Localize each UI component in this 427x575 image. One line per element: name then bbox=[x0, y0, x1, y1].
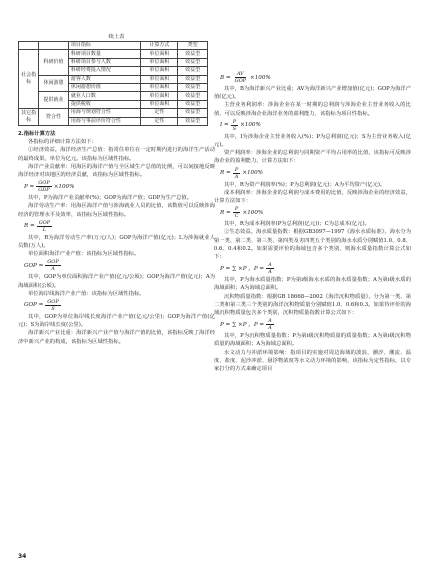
section-heading: 2.指标计算方法 bbox=[18, 130, 56, 137]
table-header-row bbox=[19, 42, 208, 50]
table-cell: 效益型 bbox=[178, 117, 208, 125]
formula-coastline-output: GOP = $\frac{\text{GOP}}{S}$ bbox=[24, 298, 59, 312]
paragraph: 其中，P为海水质量指数；P为第i级海水水质的海水质量指数；A为第i级水质的海域面积；A为海域总面积。 bbox=[214, 277, 411, 292]
page-number: 34 bbox=[18, 553, 27, 560]
table-row bbox=[19, 50, 208, 58]
formula-contribution-rate: P = $\frac{\text{GOP}}{\text{GDP}}$ ×100% bbox=[24, 180, 75, 194]
table-cell: 单位面积 bbox=[141, 50, 178, 58]
left-column bbox=[18, 0, 215, 346]
paragraph: 海洋新兴产业比重：海洋新兴产业产值与海洋产值的比值，该指标反映了海洋经济中新兴产业的构成，该指标为区域性指标。 bbox=[18, 330, 215, 345]
table-subcategory-cell: 提供就业 bbox=[39, 92, 69, 109]
paragraph: 其中，R为成本利润率(P为总利润(亿元))；C为总成本(亿元)。 bbox=[224, 221, 370, 228]
table-cell: 科研项目数量 bbox=[68, 50, 141, 58]
paragraph: 各指标的详细计算方法如下： bbox=[28, 139, 97, 146]
formula-labor-productivity: R = $\frac{\text{GOP}}{L}$ bbox=[24, 219, 51, 233]
table-category-cell: 社会指标 bbox=[19, 50, 39, 109]
paragraph: 海洋劳动生产率：用海区海洋产值与涉海就业人员的比值，该数值可以反映涉海经济的管理水平及效率，该指标为区域性指标。 bbox=[18, 203, 215, 218]
table-header-cell: 项目指标 bbox=[68, 42, 141, 50]
table-cell: 休闲游憩价值 bbox=[68, 83, 141, 91]
table-cell: 单位面积 bbox=[141, 92, 178, 100]
table-cell: 单位面积 bbox=[141, 67, 178, 75]
formula-emerging-share: B = $\frac{AV}{\text{GOP}}$ ×100% bbox=[220, 71, 271, 84]
table-header-cell bbox=[39, 42, 69, 50]
table-header-cell: 类型 bbox=[178, 42, 208, 50]
paragraph: 单位海岸线海洋产业产值：该指标为区域性指标。 bbox=[28, 290, 145, 297]
table-cell: 游客人数 bbox=[68, 75, 141, 83]
paragraph: ①经济效益。海洋经济生产总值：指常住单位在一定时期内进行的海洋生产活动的最终成果，单位为亿元。该指标为区域性指标。 bbox=[18, 147, 215, 162]
paragraph: 其中，P为沉积物质量指数；P为第i级沉积物质量的质量指数；A为第i级沉积物质量的海域面积；A为海域总面积。 bbox=[214, 333, 411, 348]
paragraph: 成本利润率：涉海企业的总利润与成本费用的比值，反映涉海企业的经济效益，计算方法如下： bbox=[214, 189, 411, 205]
formula-water-quality: P = ∑ ×P ，P = $\frac{A}{A}$ bbox=[220, 262, 272, 276]
table-cell: 效益型 bbox=[178, 83, 208, 91]
formula-cost-profit: R = $\frac{P}{C}$ ×100% bbox=[220, 206, 264, 220]
table-row bbox=[19, 109, 208, 117]
table-category-cell: 其它指标 bbox=[19, 109, 39, 126]
table-cell: 用海与事前评价符合性 bbox=[68, 117, 141, 125]
table-header-cell bbox=[19, 42, 39, 50]
table-cell: 单位面积 bbox=[141, 58, 178, 66]
paragraph: 沉积物质量指数：根据GB 18668—2002《海洋沉积物质量》，分为第一类、第二类和第三类三个类别的海洋沉积物质量分别赋值1.0、0.6和0.3。如果待评价的海域沉积物质量包含多个类别，沉积物质量指数计算公式如下： bbox=[214, 293, 411, 317]
right-column bbox=[214, 0, 411, 373]
paragraph: 其中，I为涉海企业主营业务收入(%)；P为总利润(亿元)；S为主营业务收入(亿元)。 bbox=[214, 133, 411, 149]
table-cell: 效益型 bbox=[178, 67, 208, 75]
indicator-table bbox=[18, 41, 208, 126]
paragraph: 单位面积海洋产业产值：该指标为区域性指标。 bbox=[28, 251, 140, 258]
table-row bbox=[19, 75, 208, 83]
table-cell: 单位面积 bbox=[141, 75, 178, 83]
formula-profit-margin: I = $\frac{P}{S}$ ×100% bbox=[220, 118, 261, 132]
table-cell: 单位面积 bbox=[141, 100, 178, 108]
paragraph: 其中，R为资产利润率(%)；P为总利润(亿元)；A为平均资产(亿元)。 bbox=[224, 181, 386, 188]
table-cell: 单位面积 bbox=[141, 83, 178, 91]
table-subcategory-cell: 科研价值 bbox=[39, 50, 69, 75]
table-caption: 续上表 bbox=[108, 34, 125, 40]
paragraph: 其中，GOP为单位面积海洋产业产值(亿元/公顷)；GOP为海洋产值(亿元)；A为海域面积(公顷)。 bbox=[18, 274, 215, 289]
table-cell: 科研经费投入情况 bbox=[68, 67, 141, 75]
table-row bbox=[19, 92, 208, 100]
paragraph: 资产利润率：涉海企业的总利润与同期资产平均占用率的比值，该指标可反映涉海企业的盈利能力，计算方法如下： bbox=[214, 150, 411, 165]
table-cell: 用海与规划符合性 bbox=[68, 109, 141, 117]
table-cell: 效益型 bbox=[178, 109, 208, 117]
table-cell: 效益型 bbox=[178, 58, 208, 66]
paragraph: 主营业务利润率：涉海企业在某一时期的总利润与涉海企业主营业务收入的比值，可以反映涉海企业海洋业务的盈利能力，该指标为项目性指标。 bbox=[214, 102, 411, 117]
table-cell: 定性 bbox=[141, 109, 178, 117]
table-cell: 效益型 bbox=[178, 100, 208, 108]
table-subcategory-cell: 休闲游憩 bbox=[39, 75, 69, 92]
formula-asset-profit: R = $\frac{P}{A}$ ×100% bbox=[220, 166, 263, 180]
paragraph: 海洋产业贡献率：用海区的海洋产值与全区域生产总值的比例，可以间接地反映海洋经济对该地区的经济贡献，该指标为区域性指标。 bbox=[18, 163, 215, 178]
table-subcategory-cell: 符合性 bbox=[39, 109, 69, 126]
table-cell: 就业人口数 bbox=[68, 92, 141, 100]
formula-sediment-quality: P = ∑ ×P ，P = $\frac{A}{A}$ bbox=[220, 318, 272, 332]
paragraph: 其中，B为海洋新兴产业比重；AV为海洋新兴产业增加值(亿元)；GOP为海洋产值(亿元)。 bbox=[214, 86, 411, 101]
paragraph: 其中，P为海洋产业贡献率(%)；GOP为海洋产值；GDP为生产总值。 bbox=[28, 195, 193, 202]
paragraph: 其中，R为海洋劳动生产率(万元/人)；GOP为海洋产值(亿元)；L为涉海就业人员数(万人)。 bbox=[18, 234, 215, 249]
paragraph: 水文动力与冲淤环境影响：指项目的实施对周边海域的波浪、潮汐、潮流、温度、盐度、泥沙冲淤、悬浮物浓度等水文动力环境的影响，该指标为定性指标，以专家打分的方式来确定项目 bbox=[214, 349, 411, 373]
table-cell: 科研项目参与人数 bbox=[68, 58, 141, 66]
table-cell: 提供税收 bbox=[68, 100, 141, 108]
table-header-cell: 计算方式 bbox=[141, 42, 178, 50]
table-cell: 效益型 bbox=[178, 50, 208, 58]
formula-area-output: GOP = $\frac{\text{GOP}}{A}$ bbox=[24, 259, 59, 273]
table-cell: 效益型 bbox=[178, 75, 208, 83]
paragraph: 其中，GOP为单位海岸线长度海洋产业产值(亿元/公里)；GOP为海洋产值(亿元)；S为海岸线长度(公里)。 bbox=[18, 313, 215, 329]
paragraph: ②生态效益。海水质量指数：根据GB3097—1997《海水水质标准》，海水分为第一类、第二类、第三类、第四类及劣四类五个类别的海水水质分别赋值1.0、0.8、0.6、0.4和0.2。如果需要评价的海域包含多个类别，则海水质量指数计算公式如下： bbox=[214, 229, 411, 261]
table-cell: 效益型 bbox=[178, 92, 208, 100]
table-cell: 定性 bbox=[141, 117, 178, 125]
